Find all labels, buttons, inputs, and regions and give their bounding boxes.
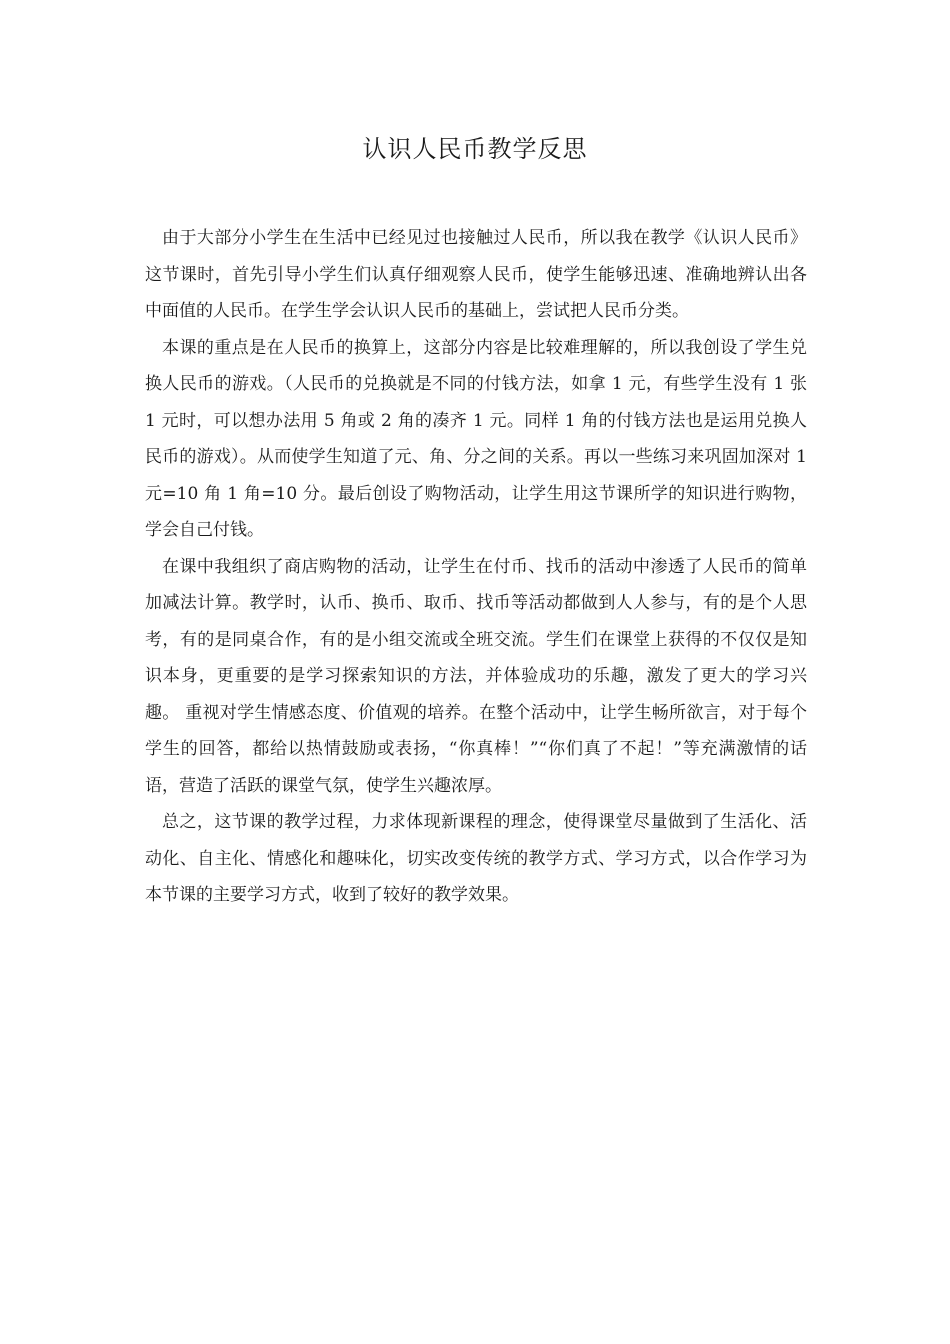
paragraph-4: 总之，这节课的教学过程，力求体现新课程的理念，使得课堂尽量做到了生活化、活动化、自主化、情感化和趣味化，切实改变传统的教学方式、学习方式，以合作学习为本节课的主要学习方式，收到了较好的教学效果。	[145, 812, 807, 905]
paragraph-1: 由于大部分小学生在生活中已经见过也接触过人民币，所以我在教学《认识人民币》这节课时，首先引导小学生们认真仔细观察人民币，使学生能够迅速、准确地辨认出各中面值的人民币。在学生学会认识人民币的基础上，尝试把人民币分类。	[145, 228, 807, 321]
document-body	[145, 220, 807, 914]
document-title: 认识人民币教学反思	[362, 135, 588, 163]
paragraph-2: 本课的重点是在人民币的换算上，这部分内容是比较难理解的，所以我创设了学生兑换人民币的游戏。（人民币的兑换就是不同的付钱方法，如拿 1 元，有些学生没有 1 张 1 元时，可以想办法用 5 角或 2 角的凑齐 1 元。同样 1 角的付钱方法也是运用兑换人民币的游戏）。从而使学生知道了元、角、分之间的关系。再以一些练习来巩固加深对 1 元=10 角 1 角=10 分。最后创设了购物活动，让学生用这节课所学的知识进行购物，学会自己付钱。	[145, 337, 807, 540]
paragraph-3: 在课中我组织了商店购物的活动，让学生在付币、找币的活动中渗透了人民币的简单加减法计算。教学时，认币、换币、取币、找币等活动都做到人人参与，有的是个人思考，有的是同桌合作，有的是小组交流或全班交流。学生们在课堂上获得的不仅仅是知识本身，更重要的是学习探索知识的方法，并体验成功的乐趣，激发了更大的学习兴趣。 重视对学生情感态度、价值观的培养。在整个活动中，让学生畅所欲言，对于每个学生的回答，都给以热情鼓励或表扬，“你真棒！”“你们真了不起！”等充满激情的话语，营造了活跃的课堂气氛，使学生兴趣浓厚。	[145, 556, 807, 796]
